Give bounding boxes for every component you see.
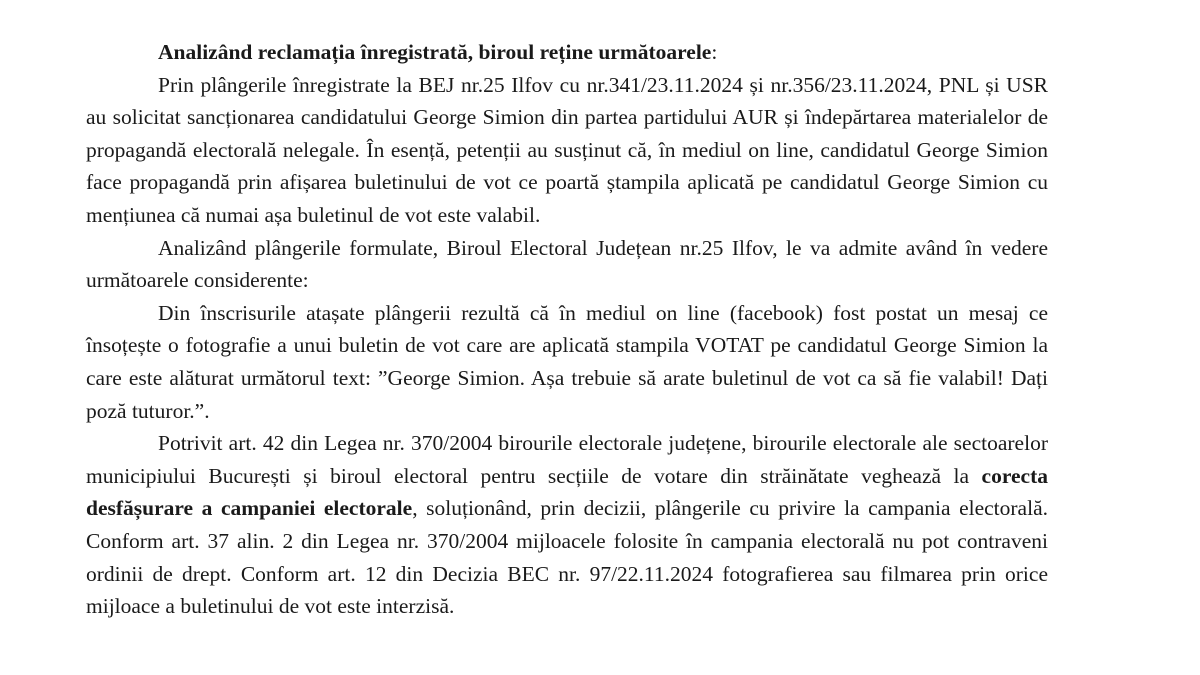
legal-basis-text-start: Potrivit art. 42 din Legea nr. 370/2004 birourile electorale județene, birourile electorale ale sectoarelor municipiului București și biroul electoral pentru secțiile de votare din străinătate veghează la (86, 431, 1048, 488)
paragraph-legal-basis (86, 427, 1048, 623)
legal-basis-text-end: , soluționând, prin decizii, plângerile cu privire la campania electorală. Conform art. 37 alin. 2 din Legea nr. 370/2004 mijloacele folosite în campania electorală nu pot contraveni ordinii de drept. Conform art. 12 din Decizia BEC nr. 97/22.11.2024 fotografierea sau filmarea prin orice mijloace a buletinului de vot este interzisă. (86, 496, 1048, 619)
section-heading-colon: : (711, 40, 718, 64)
paragraph-analysis: Analizând plângerile formulate, Biroul Electoral Județean nr.25 Ilfov, le va admite având în vedere următoarele considerente: (86, 235, 1048, 293)
legal-basis-emphasis: corecta desfășurare a campaniei electorale (86, 463, 1048, 521)
section-heading-text: Analizând reclamația înregistrată, biroul reține următoarele (158, 40, 712, 64)
section-heading (86, 36, 1048, 69)
paragraph-complaints: Prin plângerile înregistrate la BEJ nr.25 Ilfov cu nr.341/23.11.2024 și nr.356/23.11.2024, PNL și USR au solicitat sancționarea candidatului George Simion din partea partidului AUR și îndepărtarea materialelor de propagandă electorală nelegale. În esență, petenții au susținut că, în mediul on line, candidatul George Simion face propagandă prin afișarea buletinului de vot ce poartă ștampila aplicată pe candidatul George Simion cu mențiunea că numai așa buletinul de vot este valabil. (86, 72, 1048, 227)
paragraph-evidence: Din înscrisurile atașate plângerii rezultă că în mediul on line (facebook) fost postat un mesaj ce însoțește o fotografie a unui buletin de vot care are aplicată stampila VOTAT pe candidatul George Simion la care este alăturat următorul text: ”George Simion. Așa trebuie să arate buletinul de vot ca să fie valabil! Dați poză tuturor.”. (86, 300, 1048, 423)
